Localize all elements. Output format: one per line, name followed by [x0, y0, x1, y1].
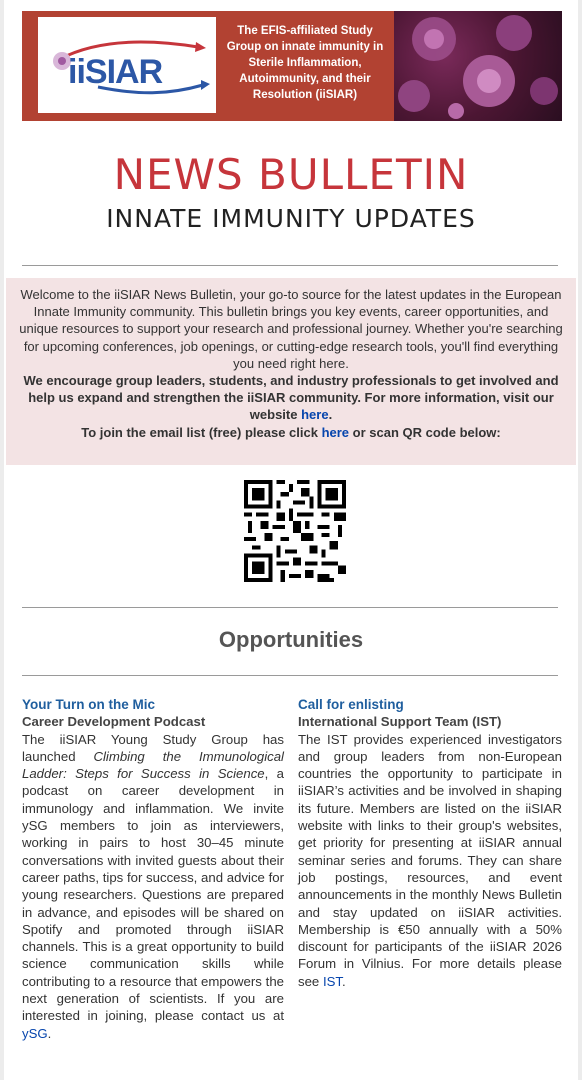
bulletin-subtitle: INNATE IMMUNITY UPDATES — [106, 204, 476, 233]
iisiar-logo — [38, 17, 216, 113]
ist-body — [298, 731, 562, 990]
join-link[interactable]: here — [321, 424, 350, 440]
podcast-title-italic: Climbing the Immunological Ladder: Steps for Success in Science — [22, 748, 284, 782]
welcome-box: Welcome to the iiSIAR News Bulletin, your go-to source for the latest updates in the European Innate Immunity community. This bulletin brings you key events, career opportunities, and unique resources to support your research and professional journey. Whether you're searching for upcoming conferences, job openings, or cutting-edge research tools, you'll find everything you need right here. We encourage group leaders, students, and industry professionals to get involved and help us expand and strengthen the iiSIAR community. For more information, visit our website here. To join the email list (free) please click here or scan QR code below: — [6, 278, 576, 465]
divider — [22, 675, 558, 676]
ist-end: . — [342, 973, 346, 989]
podcast-column — [22, 696, 284, 1042]
ist-column — [298, 696, 562, 990]
opportunities-title: Opportunities — [218, 627, 364, 652]
website-link[interactable]: here — [301, 407, 329, 423]
ist-body-text: The IST provides experienced investigators and group leaders from non-European countries the opportunity to participate in iiSIAR’s activities and be involved in shaping its future. Members are listed on the iiSIAR website with links to their group's websites, get priority for presenting at iiSIAR annual seminar series and forums. They can share job postings, resources, and event announcements in the monthly News Bulletin and stay updated on iiSIAR activities. Membership is €50 annually with a 50% discount for participants of the iiSIAR 2026 Forum in Vilnius. For more details please see — [298, 731, 562, 989]
join-prefix: To join the email list (free) please click — [81, 424, 322, 440]
ist-link[interactable]: IST — [322, 973, 342, 989]
ysg-link[interactable]: ySG — [22, 1025, 48, 1041]
podcast-body-end: , a podcast on career development in immunology and inflammation. We invite ySG members to join as interviewers, working in pairs to host 30–45 minute conversations with invited guests about their career paths, tips for success, and advice for young researchers. Questions are prepared in advance, and episodes will be shared on Spotify and promoted through iiSIAR channels. This is a great opportunity to build science communication skills while contributing to a resource that empowers the next generation of scientists. If you are interested in joining, please contact us at — [22, 766, 284, 1024]
ist-subheading: International Support Team (IST) — [298, 714, 502, 730]
join-suffix: or scan QR code below: — [349, 424, 501, 440]
bulletin-title: NEWS BULLETIN — [113, 150, 469, 199]
podcast-heading: Your Turn on the Mic — [22, 697, 155, 712]
logo-text: iiSIAR — [68, 53, 163, 91]
podcast-body — [22, 731, 284, 1042]
divider — [22, 265, 558, 266]
header-banner — [22, 11, 562, 121]
qr-code-icon[interactable] — [244, 480, 346, 582]
banner-title: The EFIS-affiliated Study Group on innate immunity in Sterile Inflammation, Autoimmunity, and their Resolution (iiSIAR) — [226, 25, 384, 101]
welcome-intro: Welcome to the iiSIAR News Bulletin, your go-to source for the latest updates in the European Innate Immunity community. This bulletin brings you key events, career opportunities, and unique resources to support your research and professional journey. Whether you're searching for upcoming conferences, job openings, or cutting-edge research tools, you'll find everything you need right here. — [19, 287, 563, 371]
ist-heading: Call for enlisting — [298, 697, 404, 712]
podcast-body-start: The iiSIAR Young Study Group has launched — [22, 731, 284, 764]
welcome-encourage: We encourage group leaders, students, and industry professionals to get involved and help us expand and strengthen the iiSIAR community. For more information, visit our website — [23, 373, 559, 423]
podcast-subheading: Career Development Podcast — [22, 714, 206, 730]
cells-illustration — [394, 11, 562, 121]
podcast-end: . — [47, 1025, 52, 1041]
cells-image — [394, 11, 562, 121]
divider — [22, 607, 558, 608]
